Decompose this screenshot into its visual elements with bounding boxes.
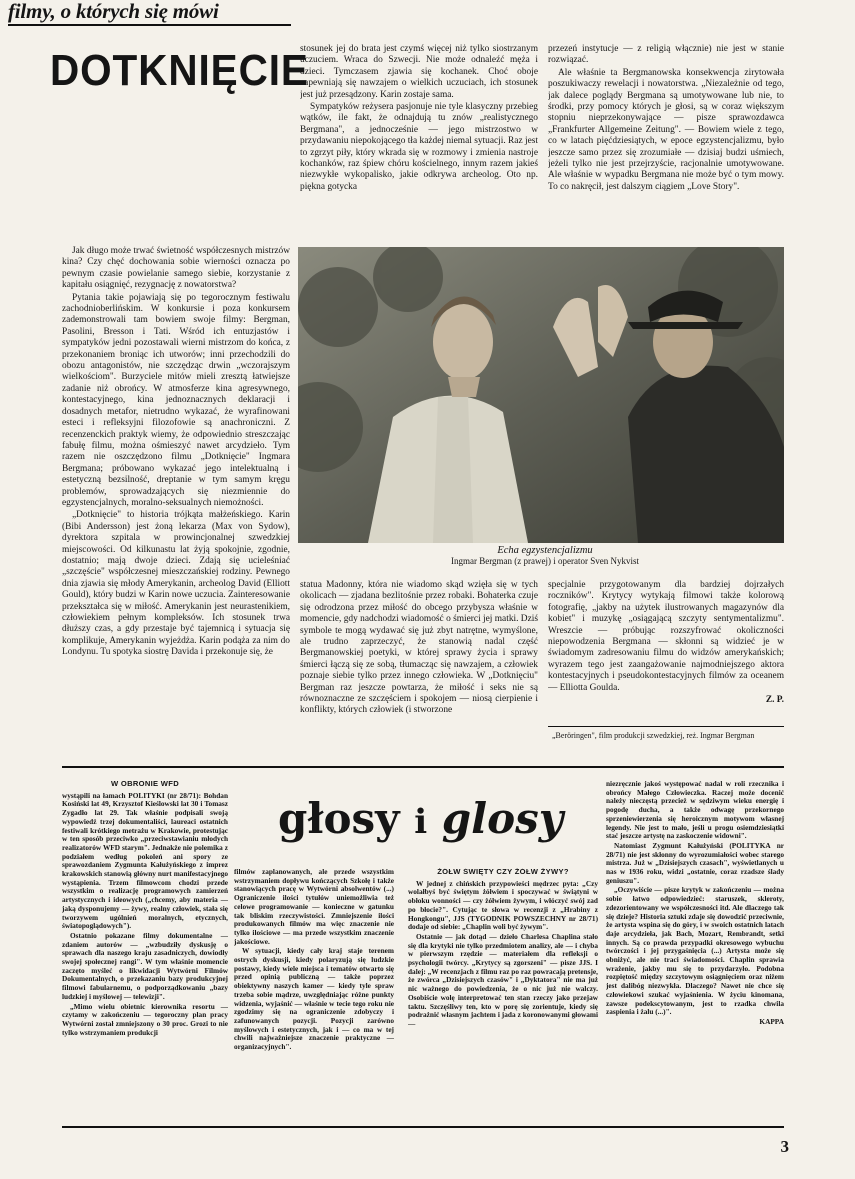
article-column-bottom-right <box>548 580 784 720</box>
paragraph: „Dotknięcie" to historia trójkąta małżeńskiego. Karin (Bibi Andersson) jest żoną lekarza (Max von Sydow), dyrektora szpitala w prowincjonalnej szwedzkiej miejscowości. Od kilkunastu lat żyją spokojnie, zgodnie, dostatnio; mają dwoje dzieci. Zdają się ucieleśniać „szczęście" współczesnej mieszczańskiej rodziny. Pewnego dnia zjawia się młody Amerykanin, archeolog David (Elliott Gould), który budzi w Karin nowe uczucia. Zainteresowanie przekształca się w miłość. Amerykanin jest neurastenikiem, człowiekiem pełnym kompleksów. Ich stosunek trwa dłuższy czas, a gdy przestaje być tajemnicą i sytuacja się komplikuje, Amerykanin wyjeżdża. Karin podąża za nim do Londynu. Tu spotyka siostrę Davida i przekonuje się, że <box>62 510 290 658</box>
paragraph: Pytania takie pojawiają się po tegorocznym festiwalu zachodnioberlińskim. W konkursie i poza konkursem zademonstrowali tam bowiem swoje filmy: Bergman, Pasolini, Bresson i Tati. Wśród ich entuzjastów i sympatyków jedni pozostawali wierni mistrzom do końca, z przekonaniem broniąc ich utworów; inni przechodzili do obozu antagonistów, nie szczędząc drwin „wczorajszym wielkościom". Burzyciele mitów mieli zresztą łatwiejsze zadanie niż obrońcy. W atmosferze kina agresywnego, kontestacyjnego, kina jednoznacznych deklaracji i dosadnych metafor, nietrudno wykazać, że wyrafinowani esteci i refleksyjni filozofowie są anachroniczni. Z recenzenckich praktyk wiemy, że odpowiednio streszczając fabułę filmu, można ośmieszyć nawet arcydzieło. Tym razem nie oszczędzono filmu „Dotknięcie" Ingmara Bergmana; próbowano wykazać jego intelektualną i estetyczną bezsilność, dreptanie w tym samym kręgu problemów, sprowadzających się niezmiennie do egzystencjalnych, moralno-seksualnych niemożności. <box>62 292 290 508</box>
article-photo <box>298 247 784 543</box>
paragraph: Ale właśnie ta Bergmanowska konsekwencja zirytowała poszukiwaczy rewelacji i nowatorstwa. „Niezależnie od tego, jak dalece poglądy Bergmana są umotywowane lub nie, to środki, przy pomocy których je głosi, są w coraz większym stopniu nieprzekonywające — pisze sprawozdawca „Frankfurter Allgemeine Zeitung". — Bowiem wiele z tego, co w latach pięćdziesiątych, w epoce egzystencjalizmu, było jeszcze samo przez się zrozumiałe — dzisiaj budzi uśmiech, jeżeli tylko nie jest przejrzyście, racjonalnie umotywowane. Ale właśnie w wypadku Bergmana nie może być o tym mowy. To co nakręcił, jest dalszym ciągiem „Love Story". <box>548 67 784 192</box>
paragraph: W jednej z chińskich przypowieści mędrzec pyta: „Czy wolałbyś być świętym żółwiem i spoczywać w świątyni w obłoku wonności — czy żółwiem żywym, i włóczyć swój zad po błocie?". Cytując te słowa w recenzji z „Hrabiny z Hongkongu", JJS (TYGODNIK POWSZECHNY nr 28/71) dodaje od siebie: „Chaplin woli być żywym". <box>408 878 598 932</box>
wfd-continuation-column <box>234 868 394 1122</box>
photo-caption-line: Ingmar Bergman (z prawej) i operator Sven Nykvist <box>450 556 640 566</box>
article-column-top-middle <box>300 44 538 244</box>
paragraph: statua Madonny, która nie wiadomo skąd wzięła się w tych okolicach — zjadana bezlitośnie przez robaki. Bohaterka czuje się odrodzona przez miłość do obcego przybysza właśnie w momencie, gdy nadchodzi wiadomość o śmierci jej matki. Dziś symbole te mogą wydawać się już zbyt natrętne, wymyślone, ale trudno zaprzeczyć, że stanowią nadal część Bergmanowskiej poetyki, w której sprawy życia i sprawy śmierci łączą się ze sobą, tłumacząc się nawzajem, a człowiek poznaje siebie tylko przez innego człowieka. W „Dotknięciu" Bergman raz jeszcze powtarza, że miłość i seks nie są równoznaczne ze szczęściem i spokojem — niosą cierpienie i konflikty, których człowiek (i stworzone <box>300 580 538 716</box>
title-word-1: głosy <box>278 794 400 843</box>
turtle-column <box>408 868 598 1122</box>
paragraph: „Mimo wielu obietnic kierownika resortu — czytamy w zakończeniu — tegoroczny plan pracy Wytwórni został zmniejszony o 30 proc. Grozi to nie tylko wstrzymaniem produkcji <box>62 1001 228 1037</box>
credit-rule <box>548 726 784 727</box>
title-word-2: i <box>414 802 428 842</box>
section-divider <box>62 766 784 768</box>
film-credit: „Beröringen", film produkcji szwedzkiej, reż. Ingmar Bergman <box>552 731 755 740</box>
author-signature: Z. P. <box>765 695 784 706</box>
photo-caption <box>380 545 710 571</box>
turtle-heading: ŻÓŁW ŚWIĘTY CZY ŻÓŁW ŻYWY? <box>437 868 569 876</box>
chaplin-column <box>606 780 784 1122</box>
bottom-rule <box>62 1126 784 1128</box>
section-header-label: filmy, o których się mówi <box>8 0 219 23</box>
paragraph: W sytuacji, kiedy cały kraj staje terenem ostrych dyskusji, kiedy polaryzują się ludzkie postawy, kiedy wiele miejsca i tematów otwarto się przed opinią publiczną — także poprzez obiektywny naszych kamer — kiedy tyle spraw trzeba sobie mądrze, uwzględniając różne punkty widzenia, wyjaśnić — właśnie w tecie tego roku nie zgodzimy się na ograniczenie zdobyczy i zafunowanych pozycji. Pozycji zarówno myślowych i estetycznych, jak i — co ma w tej chwili najważniejsze znaczenie praktyczne — organizacyjnych". <box>234 946 394 1052</box>
paragraph: specjalnie przygotowanym dla bardziej dojrzałych roczników". Krytycy wytykają filmowi także kolorową fotografię, „jakby na użytek ilustrowanych magazynów dla kobiet" i muzykę „osiągającą szczyty sentymentalizmu". Wreszcie — próbując rozszyfrować okoliczności niepowodzenia Bergmana — skłonni są widzieć je w świadomym zadresowaniu filmu do widzów amerykańskich; wyrazem tego jest zaangażowanie najmodniejszego aktora kontestacyjnych i pseudokontestacyjnych filmów za oceanem — Elliotta Goulda. <box>548 580 784 693</box>
title-word-3: glosy <box>441 794 564 843</box>
paragraph: przezeń instytucje — z religią włącznie) nie jest w stanie rozwiązać. <box>548 44 784 66</box>
voices-section-title <box>278 794 578 844</box>
paragraph: Ostatnie — jak dotąd — dzieło Charlesa Chaplina stało się dla krytyki nie tylko przedmiotem analizy, ale — i chyba w pierwszym rzędzie — materiałem dla refleksji o psychologii twórcy. „Krytycy są zgorszeni" — pisze JJS. I dalej: „W recenzjach z filmu raz po raz powracają pretensje, że zwórca „Dzisiejszych czasów" i „Dyktatora" nie ma już nic ważnego do powiedzenia, że o nic już nie walczy. Osobiście wolę interpretować ten stan rzeczy jako przejaw taktu. Szczęśliwy ten, kto w porę się zorientuje, kiedy się podrażnić własnym jachtem i jada z koronowanymi głowami — <box>408 931 598 1028</box>
article-headline: DOTKNIĘCIE <box>50 46 309 95</box>
paragraph: filmów zaplanowanych, ale przede wszystkim wstrzymaniem dopływu kończących Szkołę i także stanowiących pracę w Wytwórni absolwentów (...) Ograniczenie ilości tytułów uniemożliwia też celowe programowanie — konieczne w gatunku tak bliskim rzeczywistości. Zmniejszenie ilości produkowanych filmów ma więc znaczenie nie tylko ilościowe — ma przede wszystkim znaczenie jakościowe. <box>234 868 394 946</box>
article-column-bottom-middle <box>300 580 538 752</box>
paragraph: stosunek jej do brata jest czymś więcej niż tylko siostrzanym uczuciem. Wraca do Szwecji. Nie może odnaleźć męża i dzieci. Tymczasem zjawia się kochanek. Choć oboje zapewniają się nawzajem o wielkich uczuciach, ich stosunek jest już przesądzony. Karin zostaje sama. <box>300 44 538 100</box>
paragraph: Jak długo może trwać świetność współczesnych mistrzów kina? Czy chęć dochowania sobie wierności oznacza po pewnym czasie powielanie samego siebie, korzystanie z kapitału osiągnięć, rezygnację z nowatorstwa? <box>62 246 290 291</box>
paragraph: „Oczywiście — pisze krytyk w zakończeniu — można sobie łatwo odpowiedzieć: staruszek, skleroty, zdezorientowany we współczesności itd. Ale dlaczego tak się dzieje? Historia sztuki zdaje się dowodzić przeciwnie, że artysta wspina się do góry, i w swoich ostatnich latach daje arcydzieła, jak Bach, Mozart, Rembrandt, setki innych. Są co prawda przypadki okresowego wybuchu twórczości i jej przygaśnięcia (...) Artysta może się obniżyć, ale nie traci świadomości. Chaplin sprawia wrażenie, jakby mu się to przydarzyło. Podobna rozpiętość między szczytowym osiągnięciem oraz niżem jest dalibóg niezwykła. Dlaczego? Nawet nie chce się człowiekowi szukać wyjaśnienia. W życiu kinomana, zawsze podekscytowanym, jest to rzadka chwila zaspienia i żalu (...)". <box>606 885 784 1017</box>
photo-illustration <box>298 247 784 543</box>
page-number: 3 <box>780 1137 789 1156</box>
paragraph: Sympatyków reżysera pasjonuje nie tyle klasyczny przebieg wątków, ile fakt, że odnajdują tu znów „realistycznego Bergmana", a jednocześnie — jego mistrzostwo w przydawaniu niepokojącego tła każdej niemal sytuacji. Raz jest to zgrzyt piły, który wkrada się w rozmowy i zmienia nastroje kochanków, raz śpiew chóru kościelnego, innym razem jakieś niezwykłe wykopalisko, jakie odkrywa archeolog. Oto np. piękna gotycka <box>300 102 538 192</box>
paragraph: niezręcznie jakoś występować nadal w roli rzecznika i obrońcy Małego Człowieczka. Raczej może docenić należy nieczęstą przecież w sędziwym wieku energię i pogodę ducha, a także odwagę przekornego sprzeniewierzenia się heroicznym motywom własnej legendy. Nie jest to mało, jeśli u progu osiemdziesiątki stać jeszcze artystę na zaskoczenie widowni". <box>606 780 784 841</box>
article-column-top-right <box>548 44 784 244</box>
column-signature: KAPPA <box>759 1016 784 1026</box>
paragraph: Ostatnio pokazane filmy dokumentalne — zdaniem autorów — „wzbudziły dyskusję o sprawach dla naszego kraju zasadniczych, dowiodły swojej społecznej rangi". W tym właśnie momencie zaczęto myśleć o likwidacji Wytwórni Filmów Dokumentalnych, o przekazaniu bazy produkcyjnej filmowi fabularnemu, o podporządkowaniu „bazy ludzkiej i myślowej — telewizji". <box>62 930 228 1001</box>
article-column-left <box>62 246 290 754</box>
paragraph: Natomiast Zygmunt Kałużyński (POLITYKA nr 28/71) nie jest skłonny do wyrozumiałości wobec starego mistrza. Już w „Dzisiejszych czasach", wyświetlanych u nas w 1936 roku, widzi „ostatnie, coraz rzadsze ślady geniuszu". <box>606 840 784 885</box>
paragraph: wystąpili na łamach POLITYKI (nr 28/71): Bohdan Kosiński lat 49, Krzysztof Kieślowski lat 30 i Tomasz Zygadło lat 29. Tak właśnie podpisali swoją wypowiedź trzej dokumentaliści, laureaci ostatnich festiwali krótkiego metrażu w Krakowie, protestując w ten sposób przeciwko „przeciwstawianiu młodych realizatorów WFD starym". Jednakże nie polemika z podziałem według pokoleń ani spory ze sprawozdaniem Zygmunta Kałużyńskiego z imprez krakowskich stanowią główny nurt manifestacyjnego wystąpienia. Trzem filmowcom chodzi przede wszystkim o realizację programowych zamierzeń artystycznych i ideowych („chcemy, aby materia — jaką dysponujemy — żywy, realny człowiek, stała się tworzywem ugólnień moralnych, etycznych, światopoglądowych"). <box>62 790 228 931</box>
wfd-heading: W OBRONIE WFD <box>110 780 180 788</box>
photo-caption-title: Echa egzystencjalizmu <box>497 545 593 556</box>
wfd-column <box>62 780 228 1122</box>
header-rule <box>8 24 291 26</box>
